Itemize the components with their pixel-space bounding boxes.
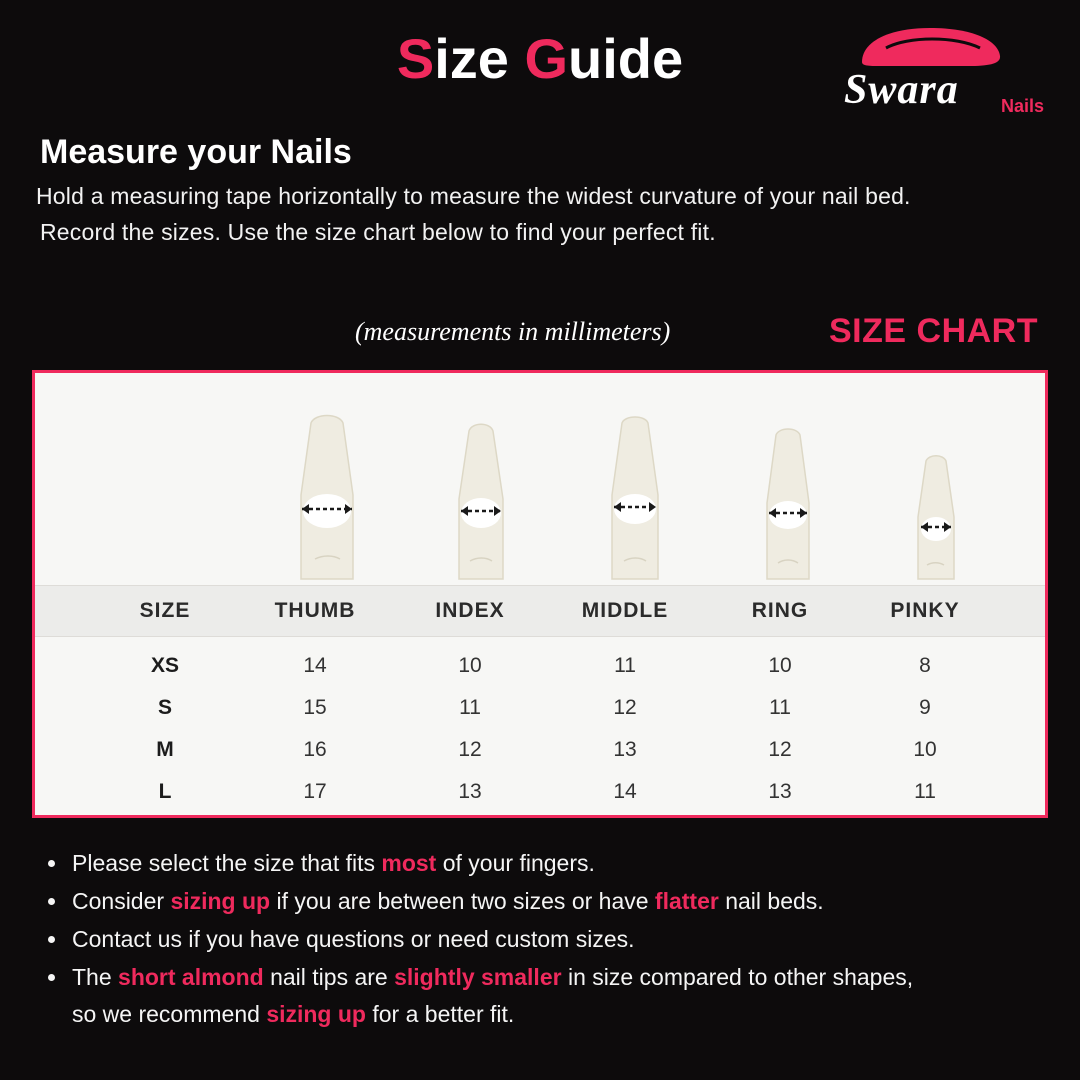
cell-ring: 13 bbox=[768, 780, 792, 803]
cell-thumb: 17 bbox=[303, 780, 327, 803]
nail-illustrations bbox=[35, 373, 1045, 585]
nail-illustration-ring bbox=[753, 423, 823, 585]
page-title-part-3: G bbox=[524, 27, 569, 90]
note-text: Please select the size that fits most of your fingers. bbox=[72, 850, 595, 876]
nail-illustration-pinky bbox=[907, 451, 965, 585]
list-item bbox=[40, 959, 1050, 1033]
cell-ring: 12 bbox=[768, 738, 792, 761]
nail-illustration-middle bbox=[597, 413, 673, 585]
cell-index: 10 bbox=[458, 654, 482, 677]
list-item bbox=[40, 883, 1050, 920]
cell-size: S bbox=[157, 696, 172, 719]
nail-polish-bottle-icon bbox=[848, 22, 1008, 68]
cell-pinky: 8 bbox=[919, 654, 931, 677]
note-text: Contact us if you have questions or need custom sizes. bbox=[72, 926, 635, 952]
notes-list bbox=[40, 845, 1050, 1034]
column-header-pinky: PINKY bbox=[890, 599, 960, 622]
cell-middle: 11 bbox=[614, 654, 636, 677]
cell-middle: 13 bbox=[613, 738, 637, 761]
cell-size: L bbox=[158, 780, 172, 803]
list-item bbox=[40, 845, 1050, 882]
cell-thumb: 15 bbox=[303, 696, 327, 719]
nail-illustration-thumb bbox=[285, 409, 369, 585]
units-note: (measurements in millimeters) bbox=[355, 317, 671, 346]
bullet-dot bbox=[48, 860, 55, 867]
column-header-ring: RING bbox=[751, 599, 809, 622]
cell-pinky: 11 bbox=[914, 780, 936, 803]
table-row bbox=[35, 645, 1045, 687]
cell-index: 13 bbox=[458, 780, 482, 803]
measure-line-1: Hold a measuring tape horizontally to measure the widest curvature of your nail bed. bbox=[36, 183, 911, 209]
brand-logo bbox=[834, 22, 1044, 132]
column-header-middle: MIDDLE bbox=[581, 599, 669, 622]
cell-size: M bbox=[156, 738, 174, 761]
brand-name: Swara bbox=[844, 67, 959, 113]
size-chart-label: SIZE CHART bbox=[829, 312, 1038, 350]
cell-size: XS bbox=[150, 654, 179, 677]
table-header-row bbox=[35, 585, 1045, 637]
cell-ring: 10 bbox=[768, 654, 792, 677]
bullet-dot bbox=[48, 974, 55, 981]
bullet-dot bbox=[48, 936, 55, 943]
page-title-part-2: ize bbox=[434, 27, 525, 90]
cell-ring: 11 bbox=[769, 696, 791, 719]
cell-middle: 14 bbox=[613, 780, 637, 803]
bullet-dot bbox=[48, 898, 55, 905]
cell-pinky: 10 bbox=[913, 738, 937, 761]
note-text: The short almond nail tips are slightly smaller in size compared to other shapes, so we recommend sizing up for a better fit. bbox=[72, 964, 914, 1027]
table-body bbox=[35, 645, 1045, 813]
cell-middle: 12 bbox=[613, 696, 637, 719]
page-title-part-1: S bbox=[396, 27, 435, 90]
table-row bbox=[35, 687, 1045, 729]
cell-pinky: 9 bbox=[919, 696, 931, 719]
brand-subtitle: Nails bbox=[1000, 96, 1044, 116]
measure-heading: Measure your Nails bbox=[40, 133, 352, 171]
cell-thumb: 16 bbox=[303, 738, 327, 761]
list-item bbox=[40, 921, 1050, 958]
cell-thumb: 14 bbox=[303, 654, 327, 677]
column-header-size: SIZE bbox=[139, 599, 191, 622]
table-row bbox=[35, 771, 1045, 813]
table-row bbox=[35, 729, 1045, 771]
column-header-index: INDEX bbox=[435, 599, 505, 622]
nail-illustration-index bbox=[445, 419, 517, 585]
column-header-thumb: THUMB bbox=[274, 599, 356, 622]
size-chart-table bbox=[32, 370, 1048, 818]
measure-line-2: Record the sizes. Use the size chart below to find your perfect fit. bbox=[40, 219, 716, 245]
cell-index: 12 bbox=[458, 738, 482, 761]
page-title-part-4: uide bbox=[568, 27, 684, 90]
cell-index: 11 bbox=[459, 696, 481, 719]
note-text: Consider sizing up if you are between two sizes or have flatter nail beds. bbox=[72, 888, 824, 914]
